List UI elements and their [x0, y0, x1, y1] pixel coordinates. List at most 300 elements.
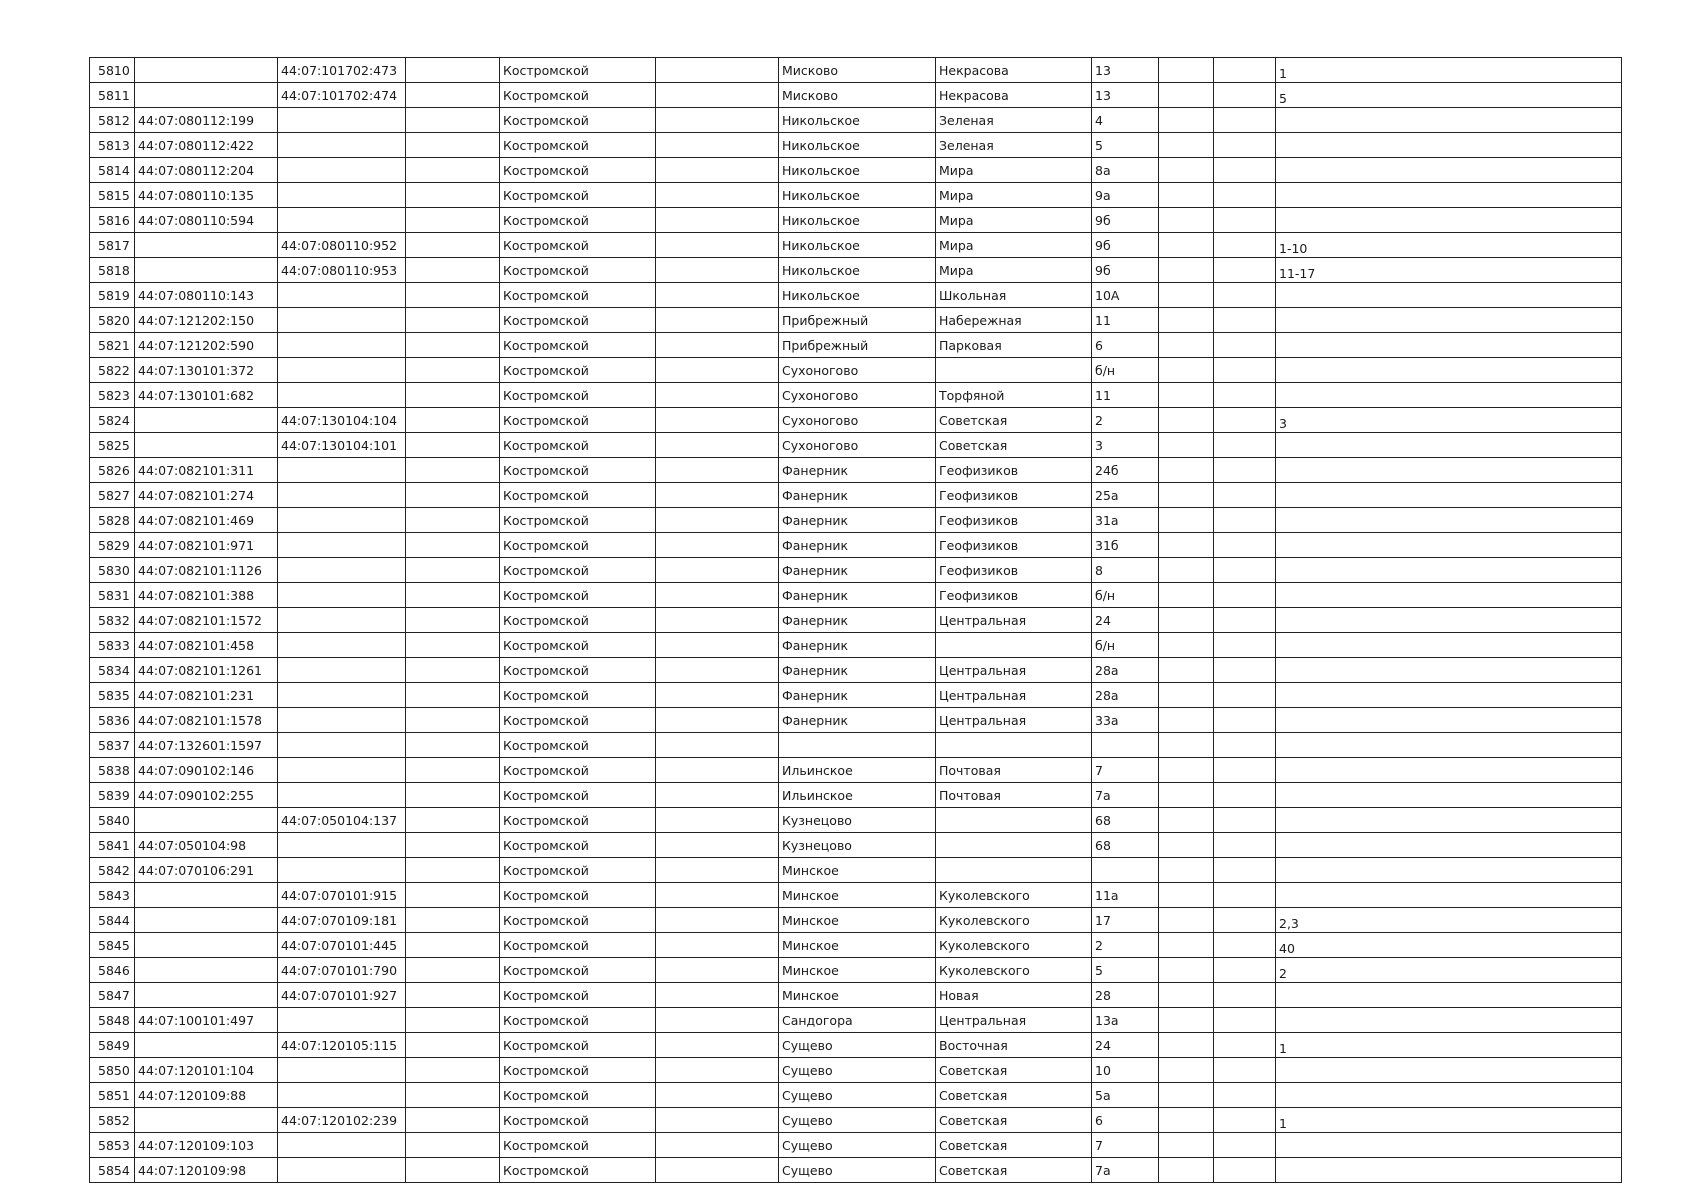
street-cell: Мира [936, 258, 1092, 283]
house-cell: 3 [1092, 433, 1159, 458]
empty-cell-b [656, 483, 779, 508]
street-cell: Советская [936, 1108, 1092, 1133]
empty-cell-b [656, 633, 779, 658]
empty-cell-d [1214, 383, 1276, 408]
settlement-cell: Ильинское [779, 758, 936, 783]
empty-cell-d [1214, 283, 1276, 308]
table-row [90, 358, 1622, 383]
apartment-cell [1276, 858, 1622, 883]
empty-cell-a [406, 358, 500, 383]
empty-cell-d [1214, 433, 1276, 458]
empty-cell-d [1214, 733, 1276, 758]
empty-cell-c [1159, 158, 1214, 183]
district-cell: Костромской [500, 1158, 656, 1183]
house-cell: 9б [1092, 208, 1159, 233]
cadastral-number-cell [135, 933, 278, 958]
empty-cell-d [1214, 783, 1276, 808]
empty-cell-c [1159, 508, 1214, 533]
empty-cell-c [1159, 433, 1214, 458]
empty-cell-a [406, 433, 500, 458]
empty-cell-b [656, 408, 779, 433]
empty-cell-c [1159, 658, 1214, 683]
street-cell: Советская [936, 433, 1092, 458]
row-number-cell: 5827 [90, 483, 135, 508]
cadastral-number-cell [135, 1033, 278, 1058]
row-number-cell: 5817 [90, 233, 135, 258]
empty-cell-a [406, 583, 500, 608]
cadastral-number-2-cell [278, 383, 406, 408]
district-cell: Костромской [500, 1083, 656, 1108]
row-number-cell: 5836 [90, 708, 135, 733]
empty-cell-a [406, 808, 500, 833]
row-number-cell: 5818 [90, 258, 135, 283]
empty-cell-d [1214, 458, 1276, 483]
apartment-cell [1276, 1008, 1622, 1033]
empty-cell-d [1214, 583, 1276, 608]
street-cell [936, 358, 1092, 383]
empty-cell-a [406, 133, 500, 158]
apartment-cell [1276, 683, 1622, 708]
empty-cell-a [406, 933, 500, 958]
row-number-cell: 5843 [90, 883, 135, 908]
empty-cell-b [656, 1158, 779, 1183]
empty-cell-c [1159, 708, 1214, 733]
district-cell: Костромской [500, 208, 656, 233]
house-cell: 11 [1092, 383, 1159, 408]
district-cell: Костромской [500, 708, 656, 733]
table-row [90, 733, 1622, 758]
settlement-cell: Кузнецово [779, 833, 936, 858]
empty-cell-b [656, 258, 779, 283]
apartment-cell: 3 [1276, 408, 1622, 433]
row-number-cell: 5841 [90, 833, 135, 858]
apartment-cell [1276, 883, 1622, 908]
empty-cell-c [1159, 1108, 1214, 1133]
settlement-cell: Фанерник [779, 508, 936, 533]
cadastral-number-cell: 44:07:080112:199 [135, 108, 278, 133]
row-number-cell: 5816 [90, 208, 135, 233]
street-cell: Почтовая [936, 758, 1092, 783]
table-row [90, 1008, 1622, 1033]
empty-cell-a [406, 1058, 500, 1083]
house-cell: 6 [1092, 333, 1159, 358]
empty-cell-a [406, 58, 500, 83]
cadastral-number-2-cell [278, 833, 406, 858]
house-cell: 2 [1092, 933, 1159, 958]
table-row [90, 783, 1622, 808]
district-cell: Костромской [500, 633, 656, 658]
empty-cell-c [1159, 333, 1214, 358]
empty-cell-c [1159, 958, 1214, 983]
empty-cell-c [1159, 58, 1214, 83]
cadastral-number-2-cell [278, 858, 406, 883]
cadastral-number-2-cell [278, 358, 406, 383]
settlement-cell: Никольское [779, 208, 936, 233]
cadastral-number-2-cell [278, 458, 406, 483]
settlement-cell: Минское [779, 933, 936, 958]
empty-cell-d [1214, 683, 1276, 708]
empty-cell-a [406, 733, 500, 758]
apartment-cell [1276, 808, 1622, 833]
house-cell: 31б [1092, 533, 1159, 558]
apartment-cell: 11-17 [1276, 258, 1622, 283]
street-cell: Геофизиков [936, 533, 1092, 558]
settlement-cell: Фанерник [779, 683, 936, 708]
cadastral-number-2-cell: 44:07:070101:915 [278, 883, 406, 908]
table-row [90, 933, 1622, 958]
cadastral-number-cell: 44:07:082101:274 [135, 483, 278, 508]
empty-cell-b [656, 558, 779, 583]
empty-cell-c [1159, 683, 1214, 708]
row-number-cell: 5840 [90, 808, 135, 833]
empty-cell-c [1159, 758, 1214, 783]
cadastral-number-2-cell [278, 533, 406, 558]
empty-cell-b [656, 358, 779, 383]
table-row [90, 683, 1622, 708]
empty-cell-b [656, 808, 779, 833]
apartment-cell: 2,3 [1276, 908, 1622, 933]
empty-cell-b [656, 308, 779, 333]
apartment-cell [1276, 1158, 1622, 1183]
table-row [90, 58, 1622, 83]
street-cell: Геофизиков [936, 483, 1092, 508]
cadastral-number-2-cell: 44:07:070109:181 [278, 908, 406, 933]
cadastral-number-2-cell [278, 1158, 406, 1183]
district-cell: Костромской [500, 833, 656, 858]
empty-cell-c [1159, 408, 1214, 433]
house-cell: 9а [1092, 183, 1159, 208]
empty-cell-b [656, 883, 779, 908]
cadastral-number-cell [135, 808, 278, 833]
empty-cell-d [1214, 108, 1276, 133]
apartment-cell [1276, 1133, 1622, 1158]
cadastral-number-cell: 44:07:100101:497 [135, 1008, 278, 1033]
empty-cell-d [1214, 1033, 1276, 1058]
apartment-cell: 40 [1276, 933, 1622, 958]
cadastral-number-2-cell [278, 333, 406, 358]
house-cell: 28а [1092, 683, 1159, 708]
row-number-cell: 5837 [90, 733, 135, 758]
house-cell: 33а [1092, 708, 1159, 733]
empty-cell-b [656, 958, 779, 983]
district-cell: Костромской [500, 1133, 656, 1158]
empty-cell-a [406, 633, 500, 658]
house-cell: 5 [1092, 133, 1159, 158]
empty-cell-a [406, 758, 500, 783]
house-cell: 24 [1092, 1033, 1159, 1058]
table-row [90, 633, 1622, 658]
row-number-cell: 5824 [90, 408, 135, 433]
district-cell: Костромской [500, 58, 656, 83]
apartment-cell [1276, 608, 1622, 633]
district-cell: Костромской [500, 433, 656, 458]
row-number-cell: 5852 [90, 1108, 135, 1133]
apartment-cell [1276, 783, 1622, 808]
cadastral-number-cell: 44:07:090102:255 [135, 783, 278, 808]
house-cell: 4 [1092, 108, 1159, 133]
street-cell: Некрасова [936, 83, 1092, 108]
table-row [90, 258, 1622, 283]
apartment-cell [1276, 358, 1622, 383]
empty-cell-b [656, 108, 779, 133]
cadastral-number-cell: 44:07:070106:291 [135, 858, 278, 883]
street-cell: Зеленая [936, 133, 1092, 158]
house-cell: 10 [1092, 1058, 1159, 1083]
empty-cell-c [1159, 233, 1214, 258]
row-number-cell: 5844 [90, 908, 135, 933]
apartment-cell [1276, 308, 1622, 333]
data-table [89, 57, 1622, 1183]
settlement-cell: Ильинское [779, 783, 936, 808]
empty-cell-b [656, 1058, 779, 1083]
house-cell: 24б [1092, 458, 1159, 483]
street-cell: Центральная [936, 708, 1092, 733]
empty-cell-b [656, 208, 779, 233]
settlement-cell: Сущево [779, 1133, 936, 1158]
empty-cell-b [656, 83, 779, 108]
empty-cell-b [656, 533, 779, 558]
house-cell: 5а [1092, 1083, 1159, 1108]
district-cell: Костромской [500, 133, 656, 158]
empty-cell-a [406, 283, 500, 308]
empty-cell-b [656, 583, 779, 608]
table-row [90, 158, 1622, 183]
settlement-cell: Сухоногово [779, 408, 936, 433]
table-row [90, 608, 1622, 633]
apartment-cell [1276, 1058, 1622, 1083]
cadastral-number-2-cell: 44:07:130104:104 [278, 408, 406, 433]
row-number-cell: 5854 [90, 1158, 135, 1183]
table-row [90, 183, 1622, 208]
street-cell: Куколевского [936, 883, 1092, 908]
cadastral-number-2-cell: 44:07:101702:474 [278, 83, 406, 108]
row-number-cell: 5814 [90, 158, 135, 183]
apartment-cell [1276, 283, 1622, 308]
empty-cell-b [656, 783, 779, 808]
cadastral-number-2-cell: 44:07:070101:790 [278, 958, 406, 983]
settlement-cell: Сущево [779, 1033, 936, 1058]
apartment-cell: 1 [1276, 58, 1622, 83]
street-cell: Центральная [936, 608, 1092, 633]
row-number-cell: 5835 [90, 683, 135, 708]
row-number-cell: 5810 [90, 58, 135, 83]
empty-cell-d [1214, 758, 1276, 783]
apartment-cell [1276, 133, 1622, 158]
cadastral-number-2-cell [278, 1133, 406, 1158]
table-row [90, 308, 1622, 333]
house-cell: 8а [1092, 158, 1159, 183]
row-number-cell: 5851 [90, 1083, 135, 1108]
empty-cell-d [1214, 833, 1276, 858]
street-cell: Мира [936, 233, 1092, 258]
house-cell: 11 [1092, 308, 1159, 333]
district-cell: Костромской [500, 608, 656, 633]
empty-cell-c [1159, 483, 1214, 508]
apartment-cell: 1 [1276, 1108, 1622, 1133]
house-cell: 2 [1092, 408, 1159, 433]
empty-cell-b [656, 158, 779, 183]
district-cell: Костромской [500, 758, 656, 783]
empty-cell-c [1159, 1033, 1214, 1058]
district-cell: Костромской [500, 733, 656, 758]
cadastral-number-2-cell [278, 583, 406, 608]
house-cell: 9б [1092, 233, 1159, 258]
street-cell: Некрасова [936, 58, 1092, 83]
cadastral-number-cell: 44:07:080112:204 [135, 158, 278, 183]
settlement-cell: Фанерник [779, 533, 936, 558]
empty-cell-a [406, 383, 500, 408]
table-row [90, 508, 1622, 533]
table-row [90, 1083, 1622, 1108]
cadastral-number-2-cell [278, 183, 406, 208]
district-cell: Костромской [500, 783, 656, 808]
empty-cell-d [1214, 58, 1276, 83]
cadastral-number-2-cell [278, 508, 406, 533]
cadastral-number-2-cell: 44:07:070101:927 [278, 983, 406, 1008]
empty-cell-c [1159, 1083, 1214, 1108]
empty-cell-c [1159, 283, 1214, 308]
settlement-cell: Мисково [779, 83, 936, 108]
settlement-cell: Фанерник [779, 458, 936, 483]
settlement-cell: Кузнецово [779, 808, 936, 833]
street-cell: Советская [936, 1158, 1092, 1183]
cadastral-number-cell: 44:07:121202:590 [135, 333, 278, 358]
street-cell: Советская [936, 1083, 1092, 1108]
empty-cell-d [1214, 1158, 1276, 1183]
table-row [90, 1108, 1622, 1133]
empty-cell-c [1159, 208, 1214, 233]
district-cell: Костромской [500, 658, 656, 683]
apartment-cell [1276, 633, 1622, 658]
house-cell: 17 [1092, 908, 1159, 933]
settlement-cell: Прибрежный [779, 333, 936, 358]
cadastral-number-2-cell: 44:07:080110:953 [278, 258, 406, 283]
cadastral-number-2-cell [278, 108, 406, 133]
apartment-cell [1276, 533, 1622, 558]
table-row [90, 283, 1622, 308]
empty-cell-b [656, 58, 779, 83]
settlement-cell: Фанерник [779, 558, 936, 583]
cadastral-number-2-cell [278, 133, 406, 158]
house-cell: 68 [1092, 833, 1159, 858]
empty-cell-d [1214, 233, 1276, 258]
table-row [90, 583, 1622, 608]
table-row [90, 558, 1622, 583]
row-number-cell: 5815 [90, 183, 135, 208]
empty-cell-b [656, 683, 779, 708]
cadastral-number-cell: 44:07:082101:458 [135, 633, 278, 658]
table-row [90, 333, 1622, 358]
table-row [90, 1058, 1622, 1083]
empty-cell-d [1214, 508, 1276, 533]
house-cell: б/н [1092, 583, 1159, 608]
empty-cell-d [1214, 158, 1276, 183]
empty-cell-c [1159, 1133, 1214, 1158]
street-cell: Куколевского [936, 933, 1092, 958]
empty-cell-d [1214, 708, 1276, 733]
cadastral-number-cell [135, 258, 278, 283]
empty-cell-a [406, 833, 500, 858]
apartment-cell [1276, 733, 1622, 758]
district-cell: Костромской [500, 933, 656, 958]
row-number-cell: 5848 [90, 1008, 135, 1033]
street-cell: Мира [936, 208, 1092, 233]
empty-cell-b [656, 1008, 779, 1033]
empty-cell-c [1159, 858, 1214, 883]
empty-cell-a [406, 858, 500, 883]
empty-cell-c [1159, 183, 1214, 208]
empty-cell-d [1214, 308, 1276, 333]
empty-cell-a [406, 1108, 500, 1133]
empty-cell-b [656, 933, 779, 958]
empty-cell-c [1159, 1058, 1214, 1083]
district-cell: Костромской [500, 883, 656, 908]
empty-cell-b [656, 708, 779, 733]
cadastral-number-2-cell: 44:07:101702:473 [278, 58, 406, 83]
empty-cell-d [1214, 533, 1276, 558]
empty-cell-b [656, 983, 779, 1008]
table-row [90, 1133, 1622, 1158]
table-row [90, 658, 1622, 683]
cadastral-number-cell: 44:07:080112:422 [135, 133, 278, 158]
district-cell: Костромской [500, 333, 656, 358]
row-number-cell: 5831 [90, 583, 135, 608]
street-cell: Советская [936, 408, 1092, 433]
table-row [90, 383, 1622, 408]
cadastral-number-cell [135, 958, 278, 983]
row-number-cell: 5813 [90, 133, 135, 158]
house-cell: 7а [1092, 783, 1159, 808]
house-cell: 10А [1092, 283, 1159, 308]
house-cell: 13 [1092, 83, 1159, 108]
street-cell: Центральная [936, 683, 1092, 708]
empty-cell-c [1159, 308, 1214, 333]
apartment-cell [1276, 758, 1622, 783]
row-number-cell: 5812 [90, 108, 135, 133]
district-cell: Костромской [500, 958, 656, 983]
empty-cell-c [1159, 1008, 1214, 1033]
row-number-cell: 5847 [90, 983, 135, 1008]
apartment-cell [1276, 483, 1622, 508]
house-cell: 11а [1092, 883, 1159, 908]
district-cell: Костромской [500, 83, 656, 108]
empty-cell-a [406, 183, 500, 208]
empty-cell-b [656, 608, 779, 633]
empty-cell-a [406, 1083, 500, 1108]
settlement-cell: Сухоногово [779, 433, 936, 458]
cadastral-number-cell: 44:07:082101:1578 [135, 708, 278, 733]
empty-cell-a [406, 208, 500, 233]
street-cell: Мира [936, 158, 1092, 183]
cadastral-number-cell: 44:07:120109:98 [135, 1158, 278, 1183]
empty-cell-a [406, 333, 500, 358]
cadastral-number-2-cell: 44:07:070101:445 [278, 933, 406, 958]
apartment-cell [1276, 558, 1622, 583]
row-number-cell: 5823 [90, 383, 135, 408]
district-cell: Костромской [500, 183, 656, 208]
empty-cell-c [1159, 633, 1214, 658]
empty-cell-d [1214, 358, 1276, 383]
cadastral-number-2-cell [278, 558, 406, 583]
settlement-cell: Сущево [779, 1158, 936, 1183]
district-cell: Костромской [500, 483, 656, 508]
empty-cell-c [1159, 883, 1214, 908]
settlement-cell: Фанерник [779, 608, 936, 633]
empty-cell-c [1159, 1158, 1214, 1183]
table-row [90, 808, 1622, 833]
street-cell [936, 858, 1092, 883]
row-number-cell: 5820 [90, 308, 135, 333]
